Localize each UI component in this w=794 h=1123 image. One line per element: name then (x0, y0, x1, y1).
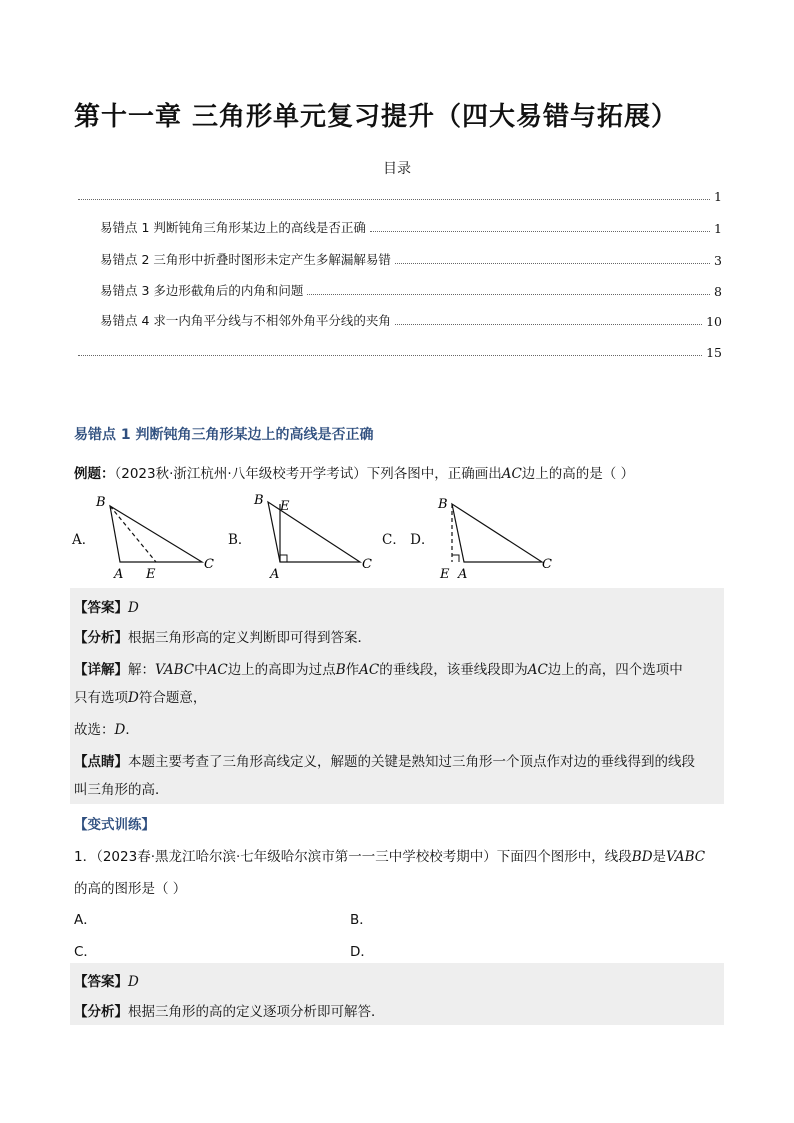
toc-leader (395, 262, 710, 264)
point-c: C (542, 557, 552, 572)
toc-page: 15 (706, 345, 722, 360)
toc-line-2[interactable] (100, 220, 722, 236)
right-angle-mark-d (452, 555, 459, 562)
comment-text: 叫三角形的高． (74, 782, 169, 798)
example-text-2: 边上的高的是（ ） (521, 466, 635, 482)
detail-text: 的垂线段，该垂线段即为 (379, 662, 528, 678)
toc-line-5[interactable] (100, 313, 722, 329)
solution-block-2 (70, 963, 724, 1025)
point-e: E (146, 567, 156, 580)
point-a: A (114, 567, 124, 580)
point-e: E (280, 499, 290, 514)
point-e: E (440, 567, 450, 580)
toc-page: 1 (714, 189, 722, 204)
segment-ac: AC (359, 662, 380, 678)
toc-leader (370, 230, 710, 232)
point-b: B (96, 495, 106, 510)
conclusion-text: ． (125, 722, 139, 738)
triangle-name: VABC (666, 849, 706, 865)
question-text: 是 (652, 849, 667, 865)
toc-label: 易错点 1 判断钝角三角形某边上的高线是否正确 (100, 220, 366, 235)
point-b: B (438, 497, 448, 512)
toc-line-4[interactable] (100, 283, 722, 299)
answer-tag: 【答案】 (74, 974, 128, 990)
comment-tag: 【点睛】 (74, 754, 128, 770)
detail-text: 中 (194, 662, 208, 678)
triangle-name: VABC (155, 662, 195, 678)
toc-line-1[interactable] (74, 188, 722, 204)
toc-leader (395, 323, 702, 325)
analysis-text: 根据三角形高的定义判断即可得到答案． (128, 630, 371, 646)
variation-option-c[interactable]: C． (74, 944, 97, 960)
triangle-d (452, 504, 542, 562)
figure-b (246, 490, 381, 580)
point-b: B (254, 493, 264, 508)
comment-row-1 (74, 750, 695, 770)
segment-bd: BD (631, 849, 653, 865)
point-c: C (362, 557, 372, 572)
right-angle-mark-b (280, 555, 287, 562)
comment-row-2 (74, 778, 169, 798)
page-title: 第十一章 三角形单元复习提升（四大易错与拓展） (74, 102, 679, 132)
conclusion-row (74, 718, 139, 738)
segment-ac: AC (527, 662, 548, 678)
point-a: A (458, 567, 468, 580)
variation-heading: 【变式训练】 (74, 817, 155, 833)
option-b-label[interactable]: B． (228, 532, 252, 548)
segment-ac: AC (501, 466, 522, 482)
analysis-row (74, 626, 371, 646)
point-b: B (335, 662, 346, 678)
detail-text: 只有选项 (74, 690, 128, 706)
variation-question-line-1 (74, 845, 705, 865)
example-text: （2023秋·浙江杭州·八年级校考开学考试）下列各图中，正确画出 (114, 466, 502, 482)
toc-page: 3 (714, 253, 722, 268)
analysis-row (74, 1000, 385, 1020)
toc-label: 易错点 4 求一内角平分线与不相邻外角平分线的夹角 (100, 313, 391, 328)
conclusion-text: 故选： (74, 722, 115, 738)
toc-page: 1 (714, 221, 722, 236)
detail-row-1 (74, 658, 683, 678)
variation-option-b[interactable]: B． (350, 912, 373, 928)
detail-text: 作 (345, 662, 360, 678)
toc-label: 易错点 2 三角形中折叠时图形未定产生多解漏解易错 (100, 252, 391, 267)
answer-value: D (128, 974, 139, 990)
answer-tag: 【答案】 (74, 600, 128, 616)
section-heading: 易错点 1 判断钝角三角形某边上的高线是否正确 (74, 427, 374, 443)
detail-text: 边上的高即为过点 (227, 662, 336, 678)
detail-text: 符合题意， (138, 690, 207, 706)
toc-heading: 目录 (383, 161, 411, 177)
example-label: 例题： (74, 466, 115, 482)
figure-d (430, 490, 565, 580)
triangle-a (110, 506, 202, 562)
variation-option-a[interactable]: A． (74, 912, 97, 928)
variation-question-line-2: 的高的图形是（ ） (74, 881, 187, 897)
option-cd-label[interactable]: C． D． (382, 532, 435, 548)
answer-row (74, 970, 139, 990)
point-a: A (270, 567, 280, 580)
dashed-segment-a (110, 506, 156, 562)
example-question (74, 462, 634, 482)
answer-row (74, 596, 139, 616)
answer-value: D (128, 600, 139, 616)
detail-text: 解： (128, 662, 155, 678)
toc-label: 易错点 3 多边形截角后的内角和问题 (100, 283, 304, 298)
option-a-label[interactable]: A． (72, 532, 96, 548)
point-c: C (204, 557, 214, 572)
analysis-tag: 【分析】 (74, 1004, 128, 1020)
variation-option-d[interactable]: D． (350, 944, 374, 960)
option-d: D (114, 722, 126, 738)
solution-block-1 (70, 588, 724, 804)
question-text: 1．（2023春·黑龙江哈尔滨·七年级哈尔滨市第一一三中学校校考期中）下面四个图形中，线段 (74, 849, 632, 865)
toc-leader (78, 354, 702, 356)
detail-text: 边上的高，四个选项中 (547, 662, 683, 678)
analysis-text: 根据三角形的高的定义逐项分析即可解答． (128, 1004, 385, 1020)
detail-tag: 【详解】 (74, 662, 128, 678)
toc-line-6[interactable] (74, 344, 722, 360)
figure-a (90, 490, 220, 580)
option-d: D (128, 690, 139, 706)
comment-text: 本题主要考查了三角形高线定义，解题的关键是熟知过三角形一个顶点作对边的垂线得到的线段 (128, 754, 695, 770)
toc-page: 8 (714, 284, 722, 299)
toc-leader (78, 198, 710, 200)
toc-line-3[interactable] (100, 252, 722, 268)
toc-page: 10 (706, 314, 722, 329)
detail-row-2 (74, 686, 206, 706)
toc-leader (307, 293, 710, 295)
analysis-tag: 【分析】 (74, 630, 128, 646)
segment-ac: AC (207, 662, 228, 678)
